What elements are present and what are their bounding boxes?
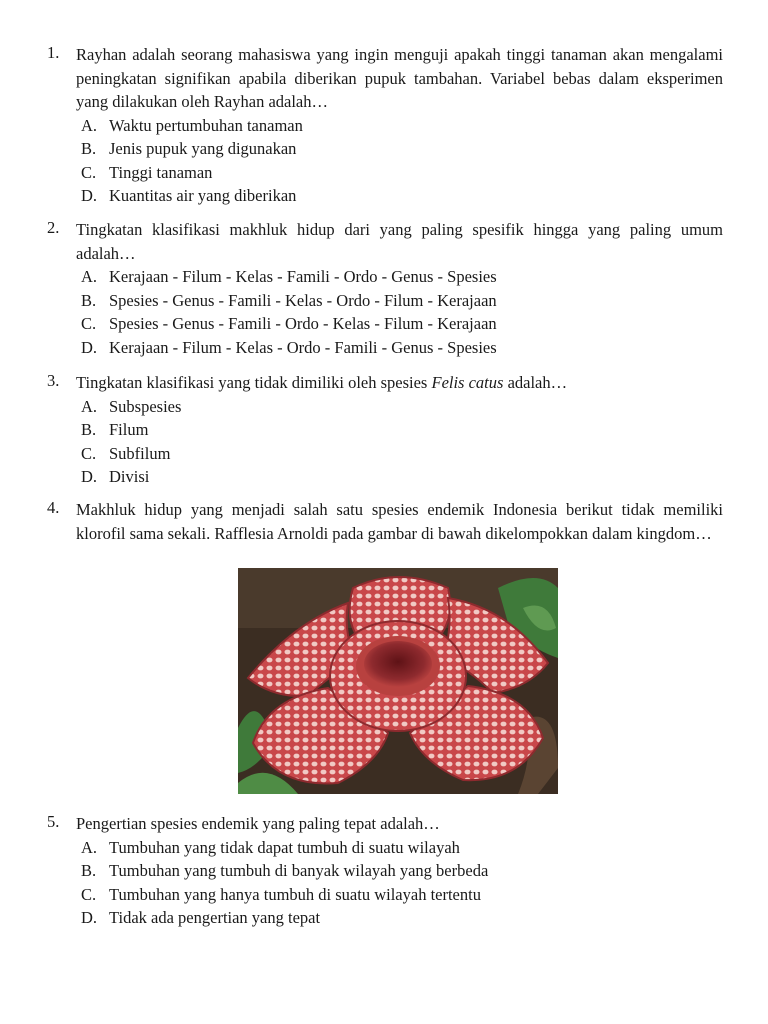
option-d	[76, 906, 723, 930]
option-letter: B.	[81, 290, 97, 310]
option-letter: C.	[81, 443, 97, 463]
question-1	[47, 43, 723, 208]
species-name: Felis catus	[431, 373, 504, 392]
option-text: Kerajaan - Filum - Kelas - Ordo - Famili - Genus - Spesies	[109, 337, 497, 357]
option-c	[76, 161, 723, 185]
option-text: Tumbuhan yang tumbuh di banyak wilayah yang berbeda	[109, 861, 489, 880]
option-letter: D.	[81, 908, 98, 927]
option-letter: A.	[81, 396, 98, 416]
option-text: Subspesies	[109, 396, 182, 416]
question-5	[47, 812, 723, 930]
option-letter: C.	[81, 884, 97, 904]
option-b	[76, 137, 723, 161]
question-number: 3.	[47, 371, 60, 390]
option-text: Waktu pertumbuhan tanaman	[109, 115, 303, 135]
question-number: 1.	[47, 43, 60, 62]
option-text: Kerajaan - Filum - Kelas - Famili - Ordo - Genus - Spesies	[109, 267, 497, 286]
option-letter: A.	[81, 837, 98, 857]
options-list	[76, 836, 723, 930]
question-text-after: adalah…	[503, 373, 568, 392]
option-text: Divisi	[109, 467, 150, 486]
option-letter: D.	[81, 337, 98, 357]
option-letter: A.	[81, 267, 98, 286]
option-text: Kuantitas air yang diberikan	[109, 186, 297, 205]
question-text: Pengertian spesies endemik yang paling tepat adalah…	[76, 814, 440, 833]
option-text: Tinggi tanaman	[109, 162, 213, 182]
option-a	[76, 395, 723, 419]
option-d	[76, 336, 723, 360]
option-letter: A.	[81, 115, 98, 135]
question-text: Rayhan adalah seorang mahasiswa yang ingin menguji apakah tinggi tanaman akan mengalami peningkatan signifikan apabila diberikan pupuk tambahan. Variabel bebas dalam eksperimen yang dilakukan oleh Rayhan adalah…	[76, 45, 723, 111]
option-letter: D.	[81, 467, 98, 486]
question-4	[47, 498, 723, 545]
question-number: 4.	[47, 498, 60, 517]
option-letter: B.	[81, 420, 97, 439]
option-text: Subfilum	[109, 443, 171, 463]
option-letter: D.	[81, 186, 98, 205]
option-text: Tumbuhan yang tidak dapat tumbuh di suatu wilayah	[109, 837, 460, 857]
option-letter: C.	[81, 314, 97, 333]
option-text: Tidak ada pengertian yang tepat	[109, 908, 321, 927]
option-a	[76, 836, 723, 860]
option-text: Tumbuhan yang hanya tumbuh di suatu wilayah tertentu	[109, 884, 481, 904]
option-d	[76, 184, 723, 208]
option-text: Spesies - Genus - Famili - Kelas - Ordo - Filum - Kerajaan	[109, 290, 497, 310]
options-list	[76, 395, 723, 489]
option-letter: C.	[81, 162, 97, 182]
option-text: Jenis pupuk yang digunakan	[109, 139, 297, 158]
options-list	[76, 265, 723, 359]
option-b	[76, 859, 723, 883]
question-2	[47, 218, 723, 359]
question-number: 2.	[47, 218, 60, 237]
rafflesia-image	[238, 568, 558, 794]
option-text: Filum	[109, 420, 149, 439]
option-text: Spesies - Genus - Famili - Ordo - Kelas - Filum - Kerajaan	[109, 314, 497, 333]
option-a	[76, 265, 723, 289]
option-c	[76, 883, 723, 907]
option-c	[76, 312, 723, 336]
question-number: 5.	[47, 812, 60, 831]
option-a	[76, 114, 723, 138]
option-b	[76, 418, 723, 442]
option-letter: B.	[81, 861, 97, 880]
option-b	[76, 289, 723, 313]
disc-opening	[364, 641, 432, 687]
question-text: Tingkatan klasifikasi makhluk hidup dari yang paling spesifik hingga yang paling umum adalah…	[76, 220, 723, 263]
question-text: Makhluk hidup yang menjadi salah satu spesies endemik Indonesia berikut tidak memiliki klorofil sama sekali. Rafflesia Arnoldi pada gambar di bawah dikelompokkan dalam kingdom…	[76, 500, 723, 543]
question-text	[76, 371, 723, 395]
question-3	[47, 371, 723, 489]
question-text-before: Tingkatan klasifikasi yang tidak dimiliki oleh spesies	[76, 373, 432, 392]
option-d	[76, 465, 723, 489]
option-c	[76, 442, 723, 466]
options-list	[76, 114, 723, 208]
option-letter: B.	[81, 139, 97, 158]
